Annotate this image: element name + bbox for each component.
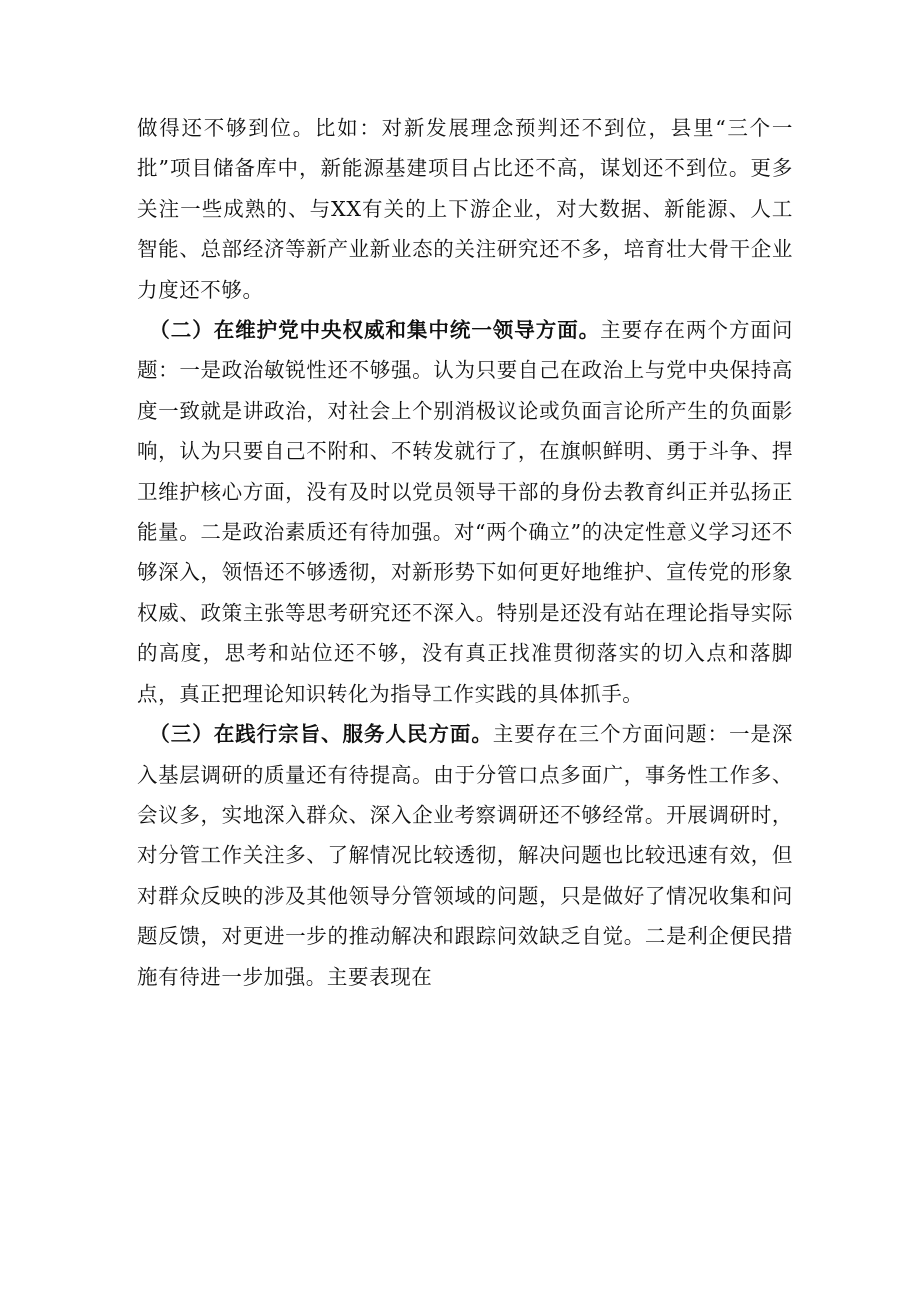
paragraph-text: 做得还不够到位。比如：对新发展理念预判还不到位，县里“三个一批”项目储备库中，新能源基建项目占比还不高，谋划还不到位。更多关注一些成熟的、与XX有关的上下游企业，对大数据、新能源、人工智能、总部经济等新产业新业态的关注研究还不多，培育壮大骨干企业力度还不够。 — [137, 116, 793, 302]
paragraph-text: 主要存在两个方面问题：一是政治敏锐性还不够强。认为只要自己在政治上与党中央保持高度一致就是讲政治，对社会上个别消极议论或负面言论所产生的负面影响，认为只要自己不附和、不转发就行了，在旗帜鲜明、勇于斗争、捍卫维护核心方面，没有及时以党员领导干部的身份去教育纠正并弘扬正能量。二是政治素质还有待加强。对“两个确立”的决定性意义学习还不够深入，领悟还不够透彻，对新形势下如何更好地维护、宣传党的形象权威、政策主张等思考研究还不深入。特别是还没有站在理论指导实际的高度，思考和站位还不够，没有真正找准贯彻落实的切入点和落脚点，真正把理论知识转化为指导工作实践的具体抓手。 — [137, 318, 793, 706]
paragraph-section-3 — [137, 714, 793, 997]
section-heading: （二）在维护党中央权威和集中统一领导方面。 — [149, 318, 601, 343]
paragraph-continuation — [137, 108, 793, 310]
section-heading: （三）在践行宗旨、服务人民方面。 — [149, 722, 493, 747]
document-body — [137, 108, 793, 997]
paragraph-section-2 — [137, 310, 793, 714]
paragraph-text: 主要存在三个方面问题：一是深入基层调研的质量还有待提高。由于分管口点多面广，事务性工作多、会议多，实地深入群众、深入企业考察调研还不够经常。开展调研时，对分管工作关注多、了解情况比较透彻，解决问题也比较迅速有效，但对群众反映的涉及其他领导分管领域的问题，只是做好了情况收集和问题反馈，对更进一步的推动解决和跟踪问效缺乏自觉。二是利企便民措施有待进一步加强。主要表现在 — [137, 722, 793, 989]
